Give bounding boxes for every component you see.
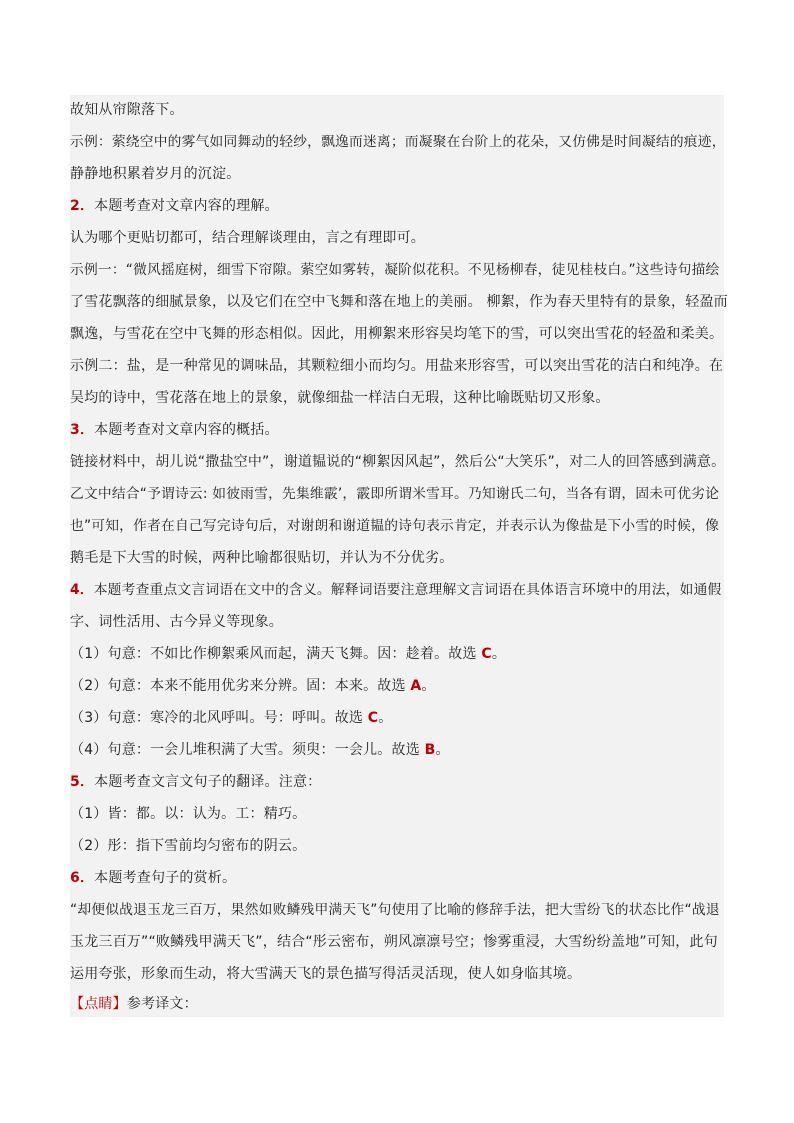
question-heading: 3．本题考查对文章内容的概括。 [70,422,279,438]
question-number: 2． [70,198,95,214]
text-line: 吴均的诗中，雪花落在地上的景象，就像细盐一样洁白无瑕，这种比喻既贴切又形象。 [70,390,610,406]
text-line: 飘逸，与雪花在空中飞舞的形态相似。因此，用柳絮来形容吴均笔下的雪，可以突出雪花的轻盈和柔美。 [70,326,724,342]
answer-letter: C [481,646,492,662]
text-line: 示例：萦绕空中的雾气如同舞动的轻纱，飘逸而迷离；而凝聚在台阶上的花朵，又仿佛是时间凝结的痕迹， [70,134,726,150]
document-page [70,95,728,1017]
text-line: 示例一：“微风摇庭树，细雪下帘隙。萦空如雾转，凝阶似花积。不见杨柳春，徒见桂枝白。”这些诗句描绘 [70,262,720,278]
text-line: 示例二：盐，是一种常见的调味品，其颗粒细小而均匀。用盐来形容雪，可以突出雪花的洁白和纯净。在 [70,358,724,374]
text-line: 静静地积累着岁月的沉淀。 [70,166,241,182]
answer-letter: A [410,678,422,694]
answer-line: （4）句意：一会儿堆积满了大雪。须臾：一会儿。故选 B。 [70,742,450,758]
text-line: 了雪花飘落的细腻景象，以及它们在空中飞舞和落在地上的美丽。 柳絮，作为春天里特有的景象，轻盈而 [70,294,728,310]
text-line: 也”可知，作者在自己写完诗句后，对谢朗和谢道韫的诗句表示肯定，并表示认为像盐是下小雪的时候，像 [70,518,720,534]
text-line: 玉龙三百万”“败鳞残甲满天飞”，结合“彤云密布，朔风凛凛号空；惨雾重浸，大雪纷纷盖地”可知，此句 [70,934,718,950]
text-line: 故知从帘隙落下。 [70,102,184,118]
text-line: “却便似战退玉龙三百万，果然如败鳞残甲满天飞”句使用了比喻的修辞手法，把大雪纷飞的状态比作“战退 [70,902,720,918]
text-line: 字、词性活用、古今异义等现象。 [70,614,283,630]
answer-letter: C [367,710,379,726]
answer-line: （1）句意：不如比作柳絮乘风而起，满天飞舞。因：趁着。故选 C。 [70,646,507,662]
answer-line: （3）句意：寒冷的北风呼叫。号：呼叫。故选 C。 [70,710,393,726]
question-number: 6． [70,870,95,886]
question-number: 3． [70,422,95,438]
question-heading: 6．本题考查句子的赏析。 [70,870,237,886]
answer-line: （2）句意：本来不能用优劣来分辨。固：本来。故选 A。 [70,678,436,694]
question-number: 4． [70,582,94,598]
answer-letter: B [424,742,436,758]
question-heading: 5．本题考查文言文句子的翻译。注意： [70,774,322,790]
dianjing-tag: 【点睛】 [70,996,127,1012]
text-line: （2）彤：指下雪前均匀密布的阴云。 [70,838,307,854]
question-heading: 4．本题考查重点文言词语在文中的含义。解释词语要注意理解文言词语在具体语言环境中的用法，如通假 [70,582,722,598]
text-line: 链接材料中，胡儿说“撒盐空中”，谢道韫说的“柳絮因风起”，然后公“大笑乐”，对二人的回答感到满意。 [70,454,726,470]
text-line: 鹅毛是下大雪的时候，两种比喻都很贴切，并认为不分优劣。 [70,550,454,566]
question-number: 5． [70,774,95,790]
dianjing-heading: 【点睛】参考译文： [70,996,198,1012]
text-line: 认为哪个更贴切都可，结合理解谈理由，言之有理即可。 [70,230,425,246]
text-line: 乙文中结合“予谓诗云: 如彼雨雪，先集维霰’，霰即所谓米雪耳。乃知谢氏二句，当各有谓，固未可优劣论 [70,486,720,502]
text-line: 运用夸张，形象而生动，将大雪满天飞的景色描写得活灵活现，使人如身临其境。 [70,966,582,982]
question-heading: 2．本题考查对文章内容的理解。 [70,198,279,214]
text-line: （1）皆：都。以：认为。工：精巧。 [70,806,307,822]
